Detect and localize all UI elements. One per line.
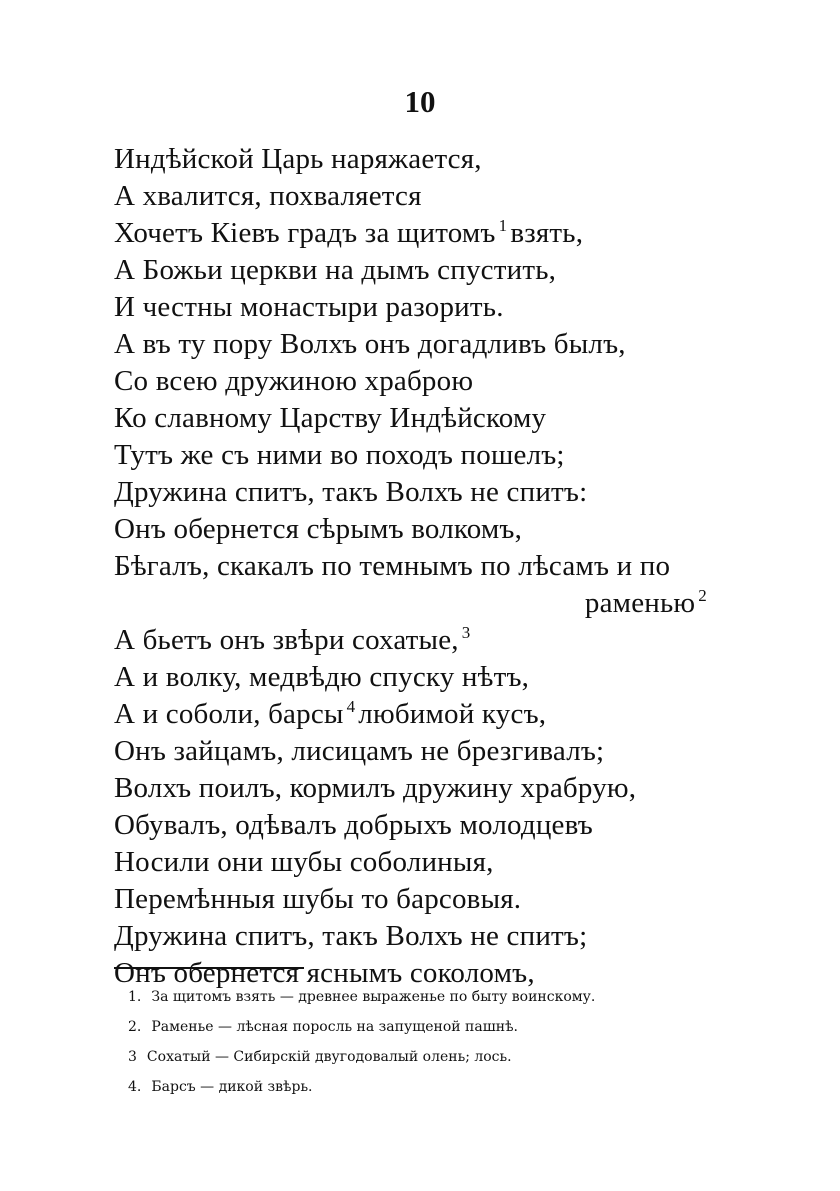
verse-line: Дружина спитъ, такъ Волхъ не спитъ; — [114, 920, 588, 952]
verse-line — [114, 215, 754, 252]
footnote — [128, 1072, 768, 1102]
verse-line: Носили они шубы соболиныя, — [114, 846, 494, 878]
verse-line: И честны монастыри разорить. — [114, 291, 504, 323]
verse-line — [114, 622, 754, 659]
verse-text: А бьетъ онъ звѣри сохатые, — [114, 624, 459, 656]
verse-line: Со всею дружиною храброю — [114, 365, 474, 397]
verse-line — [114, 696, 754, 733]
verse-line: Перемѣнныя шубы то барсовыя. — [114, 883, 522, 915]
verse-line-continuation — [114, 585, 754, 622]
verse-text: любимой кусъ, — [358, 698, 547, 730]
footnotes — [128, 982, 768, 1102]
verse-line: А въ ту пору Волхъ онъ догадливъ былъ, — [114, 328, 626, 360]
footnote-number: 1. — [128, 989, 142, 1005]
verse-text: взять, — [510, 217, 584, 249]
verse-line: Дружина спитъ, такъ Волхъ не спитъ: — [114, 476, 588, 508]
verse-line: Волхъ поилъ, кормилъ дружину храбрую, — [114, 772, 637, 804]
footnote-reference: 3 — [461, 623, 471, 642]
footnote-reference: 4 — [346, 697, 356, 716]
footnote-number: 4. — [128, 1079, 142, 1095]
footnote-text: Барсъ — дикой звѣрь. — [151, 1079, 313, 1095]
verse-line: Тутъ же съ ними во походъ пошелъ; — [114, 439, 565, 471]
verse-line: Онъ обернется яснымъ соколомъ, — [114, 957, 535, 989]
footnote-divider — [114, 967, 304, 969]
footnote — [128, 982, 768, 1012]
footnote-number: 3 — [128, 1049, 137, 1065]
verse-line: Обувалъ, одѣвалъ добрыхъ молодцевъ — [114, 809, 593, 841]
verse-line: Индѣйской Царь наряжается, — [114, 143, 482, 175]
footnote — [128, 1042, 768, 1072]
footnote-text: Раменье — лѣсная поросль на запущеной пашнѣ. — [151, 1019, 518, 1035]
verse-line: А и волку, медвѣдю спуску нѣтъ, — [114, 661, 530, 693]
footnote — [128, 1012, 768, 1042]
verse-line: Онъ обернется сѣрымъ волкомъ, — [114, 513, 523, 545]
verse-line: Онъ зайцамъ, лисицамъ не брезгивалъ; — [114, 735, 605, 767]
page-number: 10 — [404, 84, 436, 119]
footnote-reference: 1 — [498, 216, 508, 235]
footnote-text: Сохатый — Сибирскій двугодовалый олень; лось. — [146, 1049, 512, 1065]
verse-line: Ко славному Царству Индѣйскому — [114, 402, 547, 434]
poem-text — [114, 141, 754, 992]
verse-line: Бѣгалъ, скакалъ по темнымъ по лѣсамъ и по — [114, 550, 671, 582]
verse-text: Хочетъ Кіевъ градъ за щитомъ — [114, 217, 496, 249]
verse-text: раменью — [584, 587, 696, 619]
footnote-number: 2. — [128, 1019, 142, 1035]
verse-line: А хвалится, похваляется — [114, 180, 422, 212]
verse-text: А и соболи, барсы — [114, 698, 344, 730]
footnote-reference: 2 — [698, 586, 707, 605]
footnote-text: За щитомъ взять — древнее выраженье по быту воинскому. — [151, 989, 596, 1005]
verse-line: А Божьи церкви на дымъ спустить, — [114, 254, 557, 286]
